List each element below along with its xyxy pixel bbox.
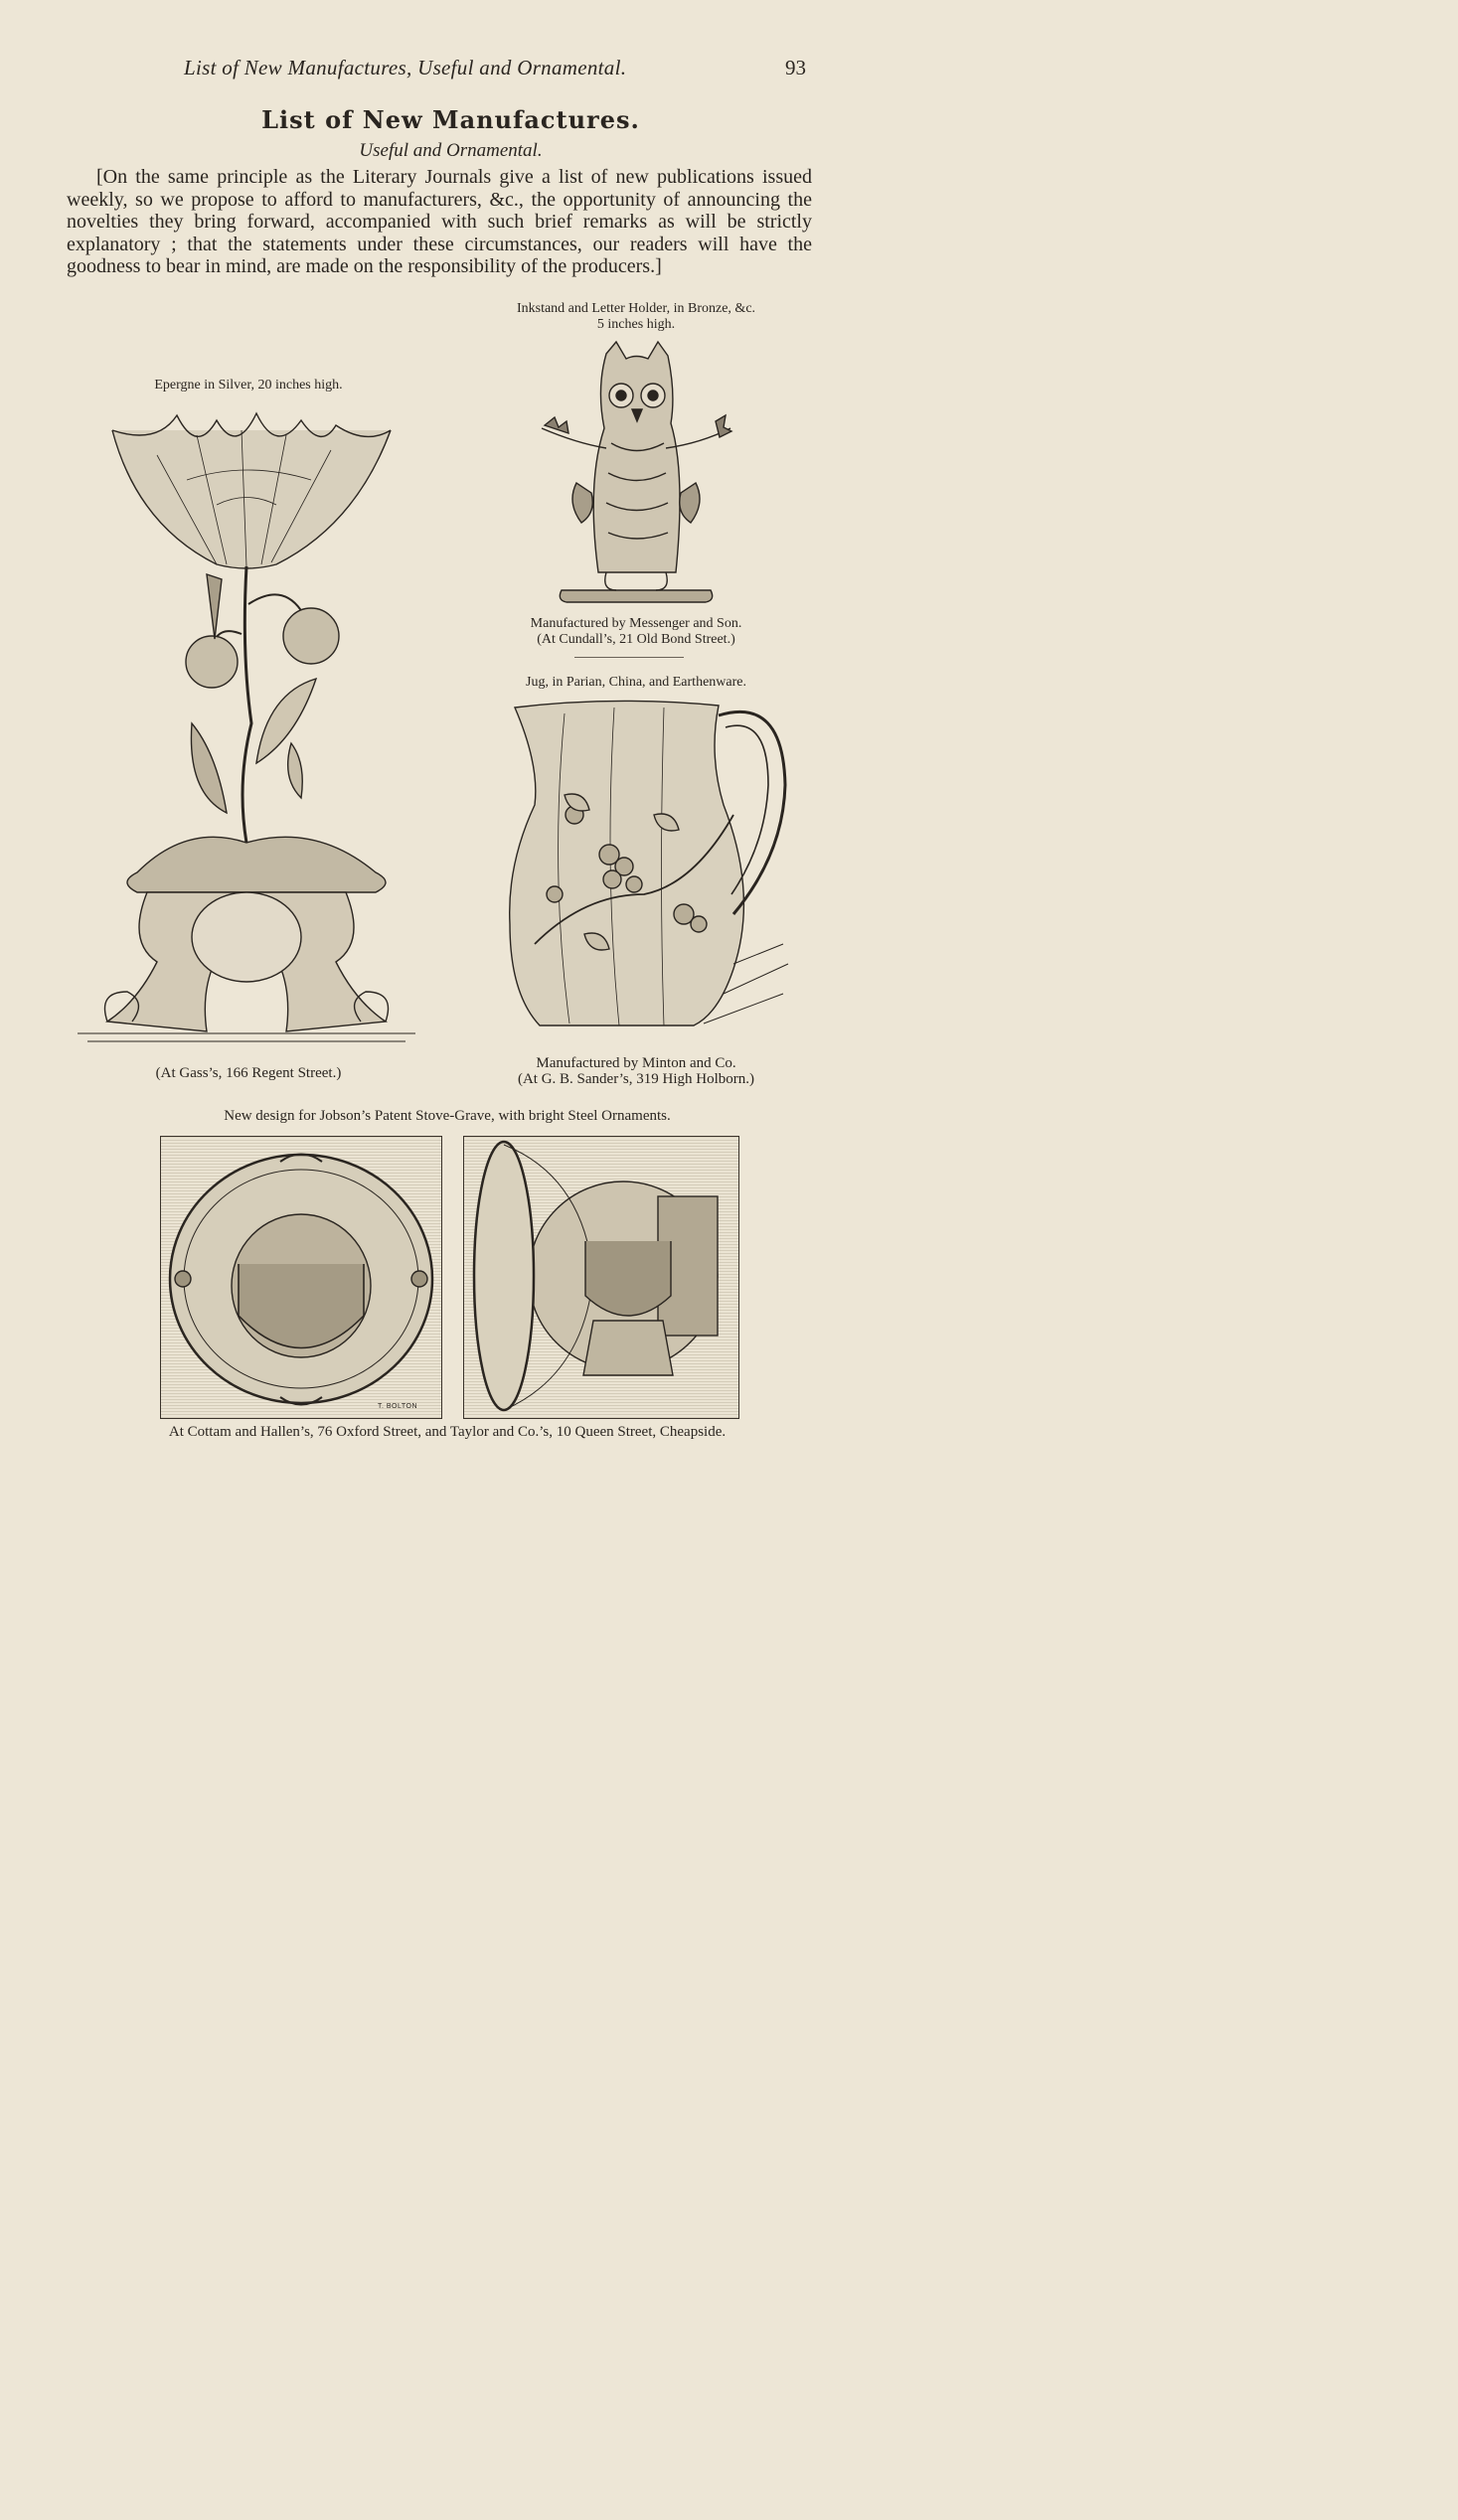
running-head: List of New Manufactures, Useful and Ornamental.: [184, 56, 627, 79]
jug-maker: Manufactured by Minton and Co.: [536, 1055, 736, 1071]
inkstand-title: Inkstand and Letter Holder, in Bronze, &c.: [516, 301, 756, 316]
inkstand-maker: Manufactured by Messenger and Son.: [530, 616, 742, 631]
intro-paragraph: [On the same principle as the Literary Journals give a list of new publications issued weekly, so we propose to afford to manufacturers, &c., the opportunity of announcing the novelties they bring forward, accompanied with such brief remarks as will be strictly explanatory ; that the statements under these circumstances, our readers will have the goodness to bear in mind, are made on the responsibility of the producers.]: [67, 166, 812, 278]
epergne-title: Epergne in Silver, 20 inches high.: [154, 378, 343, 393]
stove-grate-seller: At Cottam and Hallen’s, 76 Oxford Street, and Taylor and Co.’s, 10 Queen Street, Cheapside.: [168, 1424, 727, 1440]
inkstand-size: 5 inches high.: [596, 317, 676, 332]
epergne-seller: (At Gass’s, 166 Regent Street.): [155, 1065, 342, 1081]
section-divider: [574, 657, 684, 658]
jug-seller: (At G. B. Sander’s, 319 High Holborn.): [517, 1071, 755, 1087]
jug-illustration: [495, 696, 793, 1038]
stove-grate-title: New design for Jobson’s Patent Stove-Grave, with bright Steel Ornaments.: [224, 1108, 671, 1124]
article-title: List of New Manufactures.: [261, 105, 640, 134]
engraver-signature: T. BOLTON: [378, 1403, 418, 1410]
inkstand-seller: (At Cundall’s, 21 Old Bond Street.): [537, 632, 735, 647]
owl-inkstand-illustration: [537, 334, 735, 607]
page-number: 93: [785, 56, 806, 79]
epergne-illustration: [68, 405, 425, 1051]
jug-title: Jug, in Parian, China, and Earthenware.: [526, 675, 746, 690]
stove-grate-front-illustration: [160, 1136, 442, 1419]
article-subtitle: Useful and Ornamental.: [359, 140, 543, 161]
stove-grate-open-illustration: [463, 1136, 739, 1419]
